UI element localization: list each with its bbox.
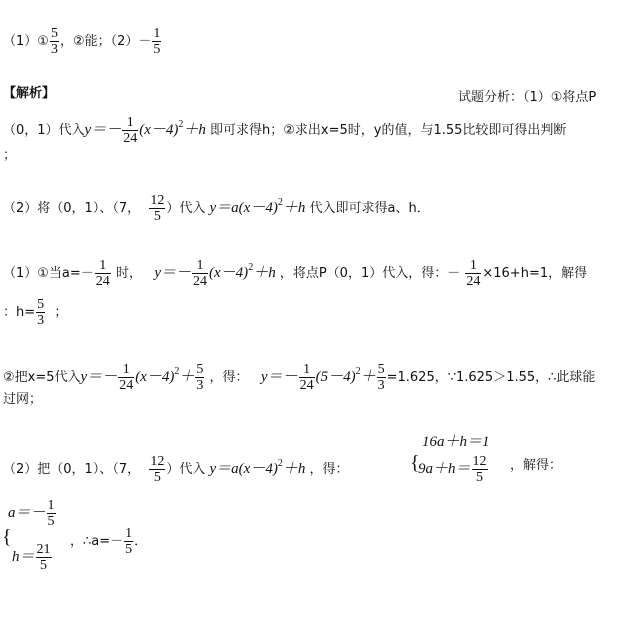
line-text: ②把x=5代入 [3, 370, 81, 385]
system-brace: { [410, 452, 420, 474]
math-expr: y＝a(x－4) [209, 200, 278, 216]
fraction-numerator: 12 [472, 454, 487, 469]
math-fraction [472, 454, 488, 485]
line-text: ，将点P（0，1）代入，得：－ [279, 266, 461, 281]
fraction-denominator: 24 [123, 131, 138, 146]
solution-a [8, 498, 57, 529]
math-expr: ＋h [282, 461, 306, 477]
math-expr: y＝－ [84, 122, 122, 138]
math-fraction [195, 362, 204, 393]
analysis-line-1 [3, 115, 566, 146]
fraction-numerator: 1 [465, 258, 481, 274]
math-exponent: 2 [277, 197, 283, 208]
fraction-denominator: 24 [466, 274, 481, 289]
solution-h [12, 542, 53, 573]
fraction-denominator: 3 [37, 313, 45, 328]
line-text: ：h= [3, 305, 36, 320]
answer-h-fraction [50, 26, 59, 57]
fraction-numerator: 12 [150, 193, 165, 208]
math-exponent: 2 [248, 262, 254, 273]
fraction-numerator: 5 [37, 297, 45, 312]
line-text: 即可求得h；②求出x=5时，y的值，与1.55比较即可得出判断 [210, 123, 567, 138]
solution-line-2b: 过网； [3, 392, 43, 407]
fraction-numerator: 21 [36, 542, 51, 557]
solution-line-1b [3, 297, 67, 328]
math-fraction [192, 258, 208, 289]
line-text: （0，1）代入 [3, 123, 85, 138]
fraction-numerator: 1 [125, 526, 133, 541]
fraction-denominator: 5 [125, 542, 133, 557]
math-fraction [377, 362, 386, 393]
math-expr: (x－4) [135, 369, 175, 385]
solution-line-1 [3, 258, 587, 289]
line-text: ）代入 [166, 462, 206, 477]
math-expr: 9a＋h＝ [418, 461, 471, 477]
math-expr: (5－4) [315, 369, 356, 385]
math-fraction [95, 258, 111, 289]
math-exponent: 2 [277, 458, 283, 469]
math-expr: ＋h [282, 200, 306, 216]
line-text: （2）将（0，1）、（7， [3, 201, 141, 216]
line-text: ×16+h=1，解得 [482, 266, 588, 281]
fraction-numerator: 5 [196, 362, 204, 377]
math-expr: ＋ [360, 369, 376, 385]
line-text: ． [134, 534, 148, 549]
math-fraction [118, 362, 134, 393]
final-answer [70, 526, 147, 557]
solution-brace: { [2, 526, 12, 548]
math-expr: ＋h [183, 122, 206, 138]
math-expr: y＝a(x－4) [209, 461, 278, 477]
math-fraction [124, 526, 133, 557]
math-fraction [47, 498, 56, 529]
line-text: ，得： [309, 462, 349, 477]
fraction-denominator: 5 [476, 470, 484, 485]
math-expr: y＝－ [154, 265, 192, 281]
fraction-numerator: 1 [118, 362, 134, 378]
line-text: ； [54, 305, 68, 320]
line-text: 代入即可求得a、h． [309, 201, 430, 216]
math-fraction [36, 542, 52, 573]
fraction-denominator: 5 [47, 514, 55, 529]
fraction-denominator: 24 [119, 378, 134, 393]
math-fraction [299, 362, 315, 393]
answer-part1: （1）① [3, 34, 49, 49]
answer-a-fraction [152, 26, 161, 57]
answer-part1-tail: ，②能；（2）－ [59, 34, 152, 49]
fraction-numerator: 5 [377, 362, 385, 377]
math-expr: y＝－ [80, 369, 118, 385]
math-fraction [122, 115, 138, 146]
solution-line-3 [3, 454, 349, 485]
math-fraction [465, 258, 481, 289]
analysis-title: 【解析】 [3, 86, 56, 101]
equation-system [410, 428, 502, 498]
fraction-denominator: 3 [377, 378, 385, 393]
fraction-denominator: 5 [153, 470, 161, 485]
fraction-denominator: 24 [193, 274, 208, 289]
math-expr: ＋ [179, 369, 195, 385]
fraction-denominator: 3 [50, 42, 58, 57]
fraction-numerator: 1 [153, 26, 161, 41]
line-text: ，∴a=－ [70, 534, 124, 549]
math-expr: y＝－ [260, 369, 298, 385]
math-fraction [149, 454, 165, 485]
fraction-numerator: 1 [95, 258, 111, 274]
solution-line-2 [3, 362, 595, 393]
analysis-line-1b: ； [3, 148, 17, 163]
fraction-numerator: 1 [122, 115, 138, 131]
fraction-numerator: 1 [299, 362, 315, 378]
fraction-denominator: 3 [196, 378, 204, 393]
fraction-denominator: 5 [153, 42, 161, 57]
line-text: =1.625，∵1.625＞1.55，∴此球能 [386, 370, 596, 385]
analysis-intro: 试题分析：（1）①将点P [458, 90, 597, 105]
fraction-denominator: 24 [299, 378, 314, 393]
analysis-line-2 [3, 193, 430, 224]
fraction-denominator: 5 [40, 558, 48, 573]
system-eq-2 [418, 454, 489, 485]
fraction-numerator: 1 [47, 498, 55, 513]
fraction-numerator: 5 [50, 26, 58, 41]
system-eq-1: 16a＋h＝1 [422, 434, 490, 450]
math-expr: h＝ [12, 549, 35, 565]
fraction-denominator: 5 [153, 209, 161, 224]
line-text: ，得： [209, 370, 249, 385]
answer-line [3, 26, 162, 57]
math-fraction [36, 297, 45, 328]
line-text: ）代入 [166, 201, 206, 216]
line-text: 时， [115, 266, 142, 281]
line-text: （2）把（0，1）、（7， [3, 462, 141, 477]
math-expr: ＋h [253, 265, 276, 281]
fraction-denominator: 24 [95, 274, 110, 289]
math-expr: a＝－ [8, 505, 46, 521]
math-exponent: 2 [178, 119, 184, 130]
math-expr: (x－4) [209, 265, 249, 281]
fraction-numerator: 1 [192, 258, 208, 274]
math-exponent: 2 [355, 366, 361, 377]
fraction-numerator: 12 [150, 454, 165, 469]
line-text: （1）①当a=－ [3, 266, 94, 281]
math-expr: (x－4) [139, 122, 179, 138]
math-fraction [149, 193, 165, 224]
math-exponent: 2 [174, 366, 180, 377]
solve-label: ，解得： [510, 458, 563, 473]
